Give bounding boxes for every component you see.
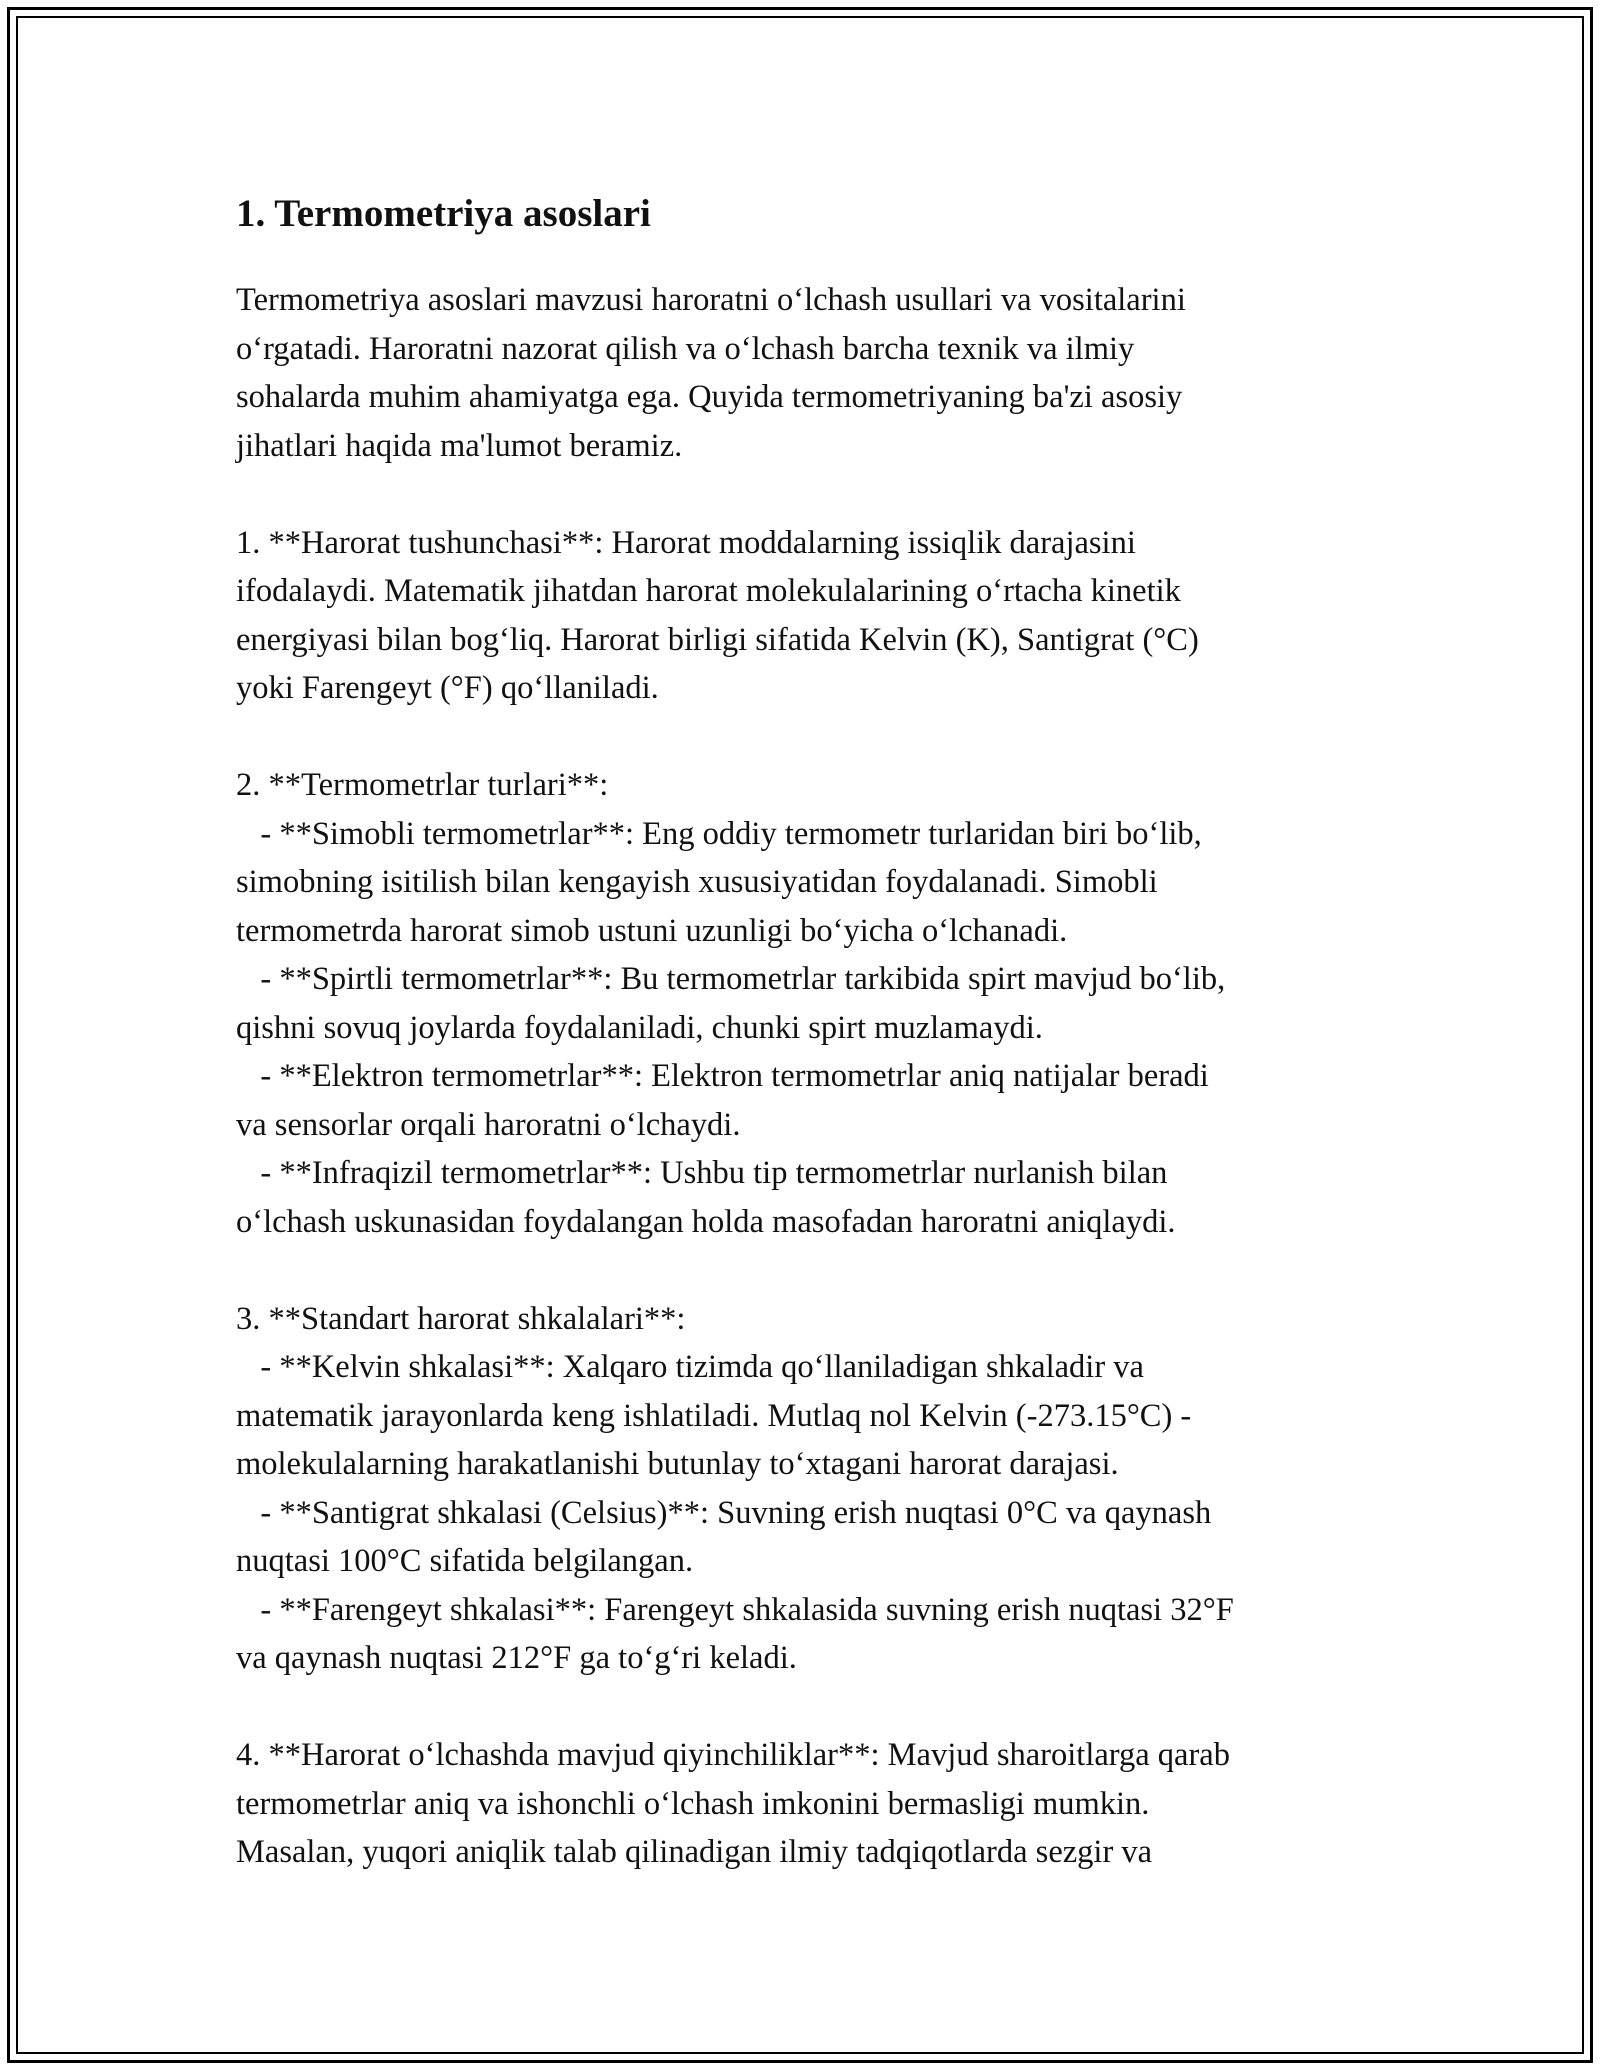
text-line: - **Simobli termometrlar**: Eng oddiy termometr turlaridan biri bo‘lib, [236, 815, 1202, 852]
document-heading: 1. Termometriya asoslari [236, 192, 651, 235]
text-line: energiyasi bilan bog‘liq. Harorat birligi sifatida Kelvin (K), Santigrat (°C) [236, 621, 1199, 658]
text-line: 4. **Harorat o‘lchashda mavjud qiyinchiliklar**: Mavjud sharoitlarga qarab [236, 1737, 1230, 1773]
text-line: - **Elektron termometrlar**: Elektron termometrlar aniq natijalar beradi [236, 1058, 1209, 1094]
text-line: - **Santigrat shkalasi (Celsius)**: Suvning erish nuqtasi 0°C va qaynash [236, 1494, 1212, 1531]
text-line: o‘lchash uskunasidan foydalangan holda masofadan haroratni aniqlaydi. [236, 1203, 1176, 1240]
section-qiyinchiliklar [236, 1731, 1376, 1877]
text-line: molekulalarning harakatlanishi butunlay to‘xtagani harorat darajasi. [236, 1446, 1119, 1482]
text-line: 3. **Standart harorat shkalalari**: [236, 1300, 686, 1337]
intro-paragraph [236, 276, 1376, 470]
text-line: termometrlar aniq va ishonchli o‘lchash imkonini bermasligi mumkin. [236, 1785, 1150, 1822]
paragraph-spacer [236, 1246, 1376, 1295]
text-line: o‘rgatadi. Haroratni nazorat qilish va o‘lchash barcha texnik va ilmiy [236, 330, 1135, 367]
paragraph-spacer [236, 713, 1376, 762]
text-line: nuqtasi 100°C sifatida belgilangan. [236, 1543, 694, 1579]
text-line: va sensorlar orqali haroratni o‘lchaydi. [236, 1106, 741, 1143]
text-line: simobning isitilish bilan kengayish xususiyatidan foydalanadi. Simobli [236, 864, 1158, 900]
text-line: Termometriya asoslari mavzusi haroratni o‘lchash usullari va vositalarini [236, 282, 1186, 318]
paragraph-spacer [236, 470, 1376, 519]
document-body [236, 186, 1376, 1877]
text-line: jihatlari haqida ma'lumot beramiz. [236, 427, 683, 464]
text-line: sohalarda muhim ahamiyatga ega. Quyida termometriyaning ba'zi asosiy [236, 379, 1183, 415]
text-line: Masalan, yuqori aniqlik talab qilinadigan ilmiy tadqiqotlarda sezgir va [236, 1834, 1153, 1870]
section-harorat-tushunchasi [236, 519, 1376, 713]
section-termometrlar-turlari [236, 761, 1376, 1246]
section-harorat-shkalalari [236, 1295, 1376, 1683]
text-line: yoki Farengeyt (°F) qo‘llaniladi. [236, 670, 659, 706]
text-line: 2. **Termometrlar turlari**: [236, 767, 609, 803]
text-line: - **Infraqizil termometrlar**: Ushbu tip termometrlar nurlanish bilan [236, 1155, 1168, 1191]
text-line: qishni sovuq joylarda foydalaniladi, chunki spirt muzlamaydi. [236, 1009, 1043, 1046]
text-line: 1. **Harorat tushunchasi**: Harorat moddalarning issiqlik darajasini [236, 524, 1136, 561]
text-line: - **Kelvin shkalasi**: Xalqaro tizimda qo‘llaniladigan shkaladir va [236, 1349, 1144, 1385]
text-line: termometrda harorat simob ustuni uzunligi bo‘yicha o‘lchanadi. [236, 912, 1068, 949]
text-line: va qaynash nuqtasi 212°F ga to‘g‘ri keladi. [236, 1640, 797, 1676]
text-line: - **Farengeyt shkalasi**: Farengeyt shkalasida suvning erish nuqtasi 32°F [236, 1591, 1234, 1628]
text-line: - **Spirtli termometrlar**: Bu termometrlar tarkibida spirt mavjud bo‘lib, [236, 961, 1226, 997]
text-line: ifodalaydi. Matematik jihatdan harorat molekulalarining o‘rtacha kinetik [236, 573, 1181, 609]
text-line: matematik jarayonlarda keng ishlatiladi. Mutlaq nol Kelvin (-273.15°C) - [236, 1397, 1192, 1434]
paragraph-spacer [236, 1683, 1376, 1732]
